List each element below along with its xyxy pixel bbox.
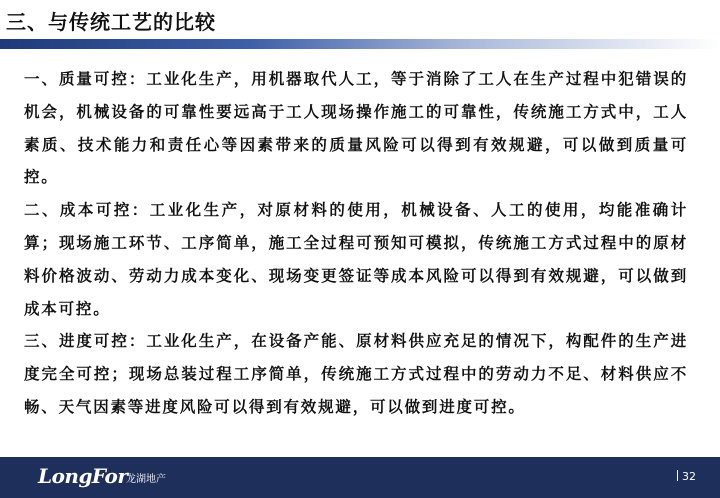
paragraph-quality-control: 一、质量可控：工业化生产，用机器取代人工，等于消除了工人在生产过程中犯错误的机会，机械设备的可靠性要远高于工人现场操作施工的可靠性，传统施工方式中，工人素质、技术能力和责任心等因素带来的质量风险可以得到有效规避，可以做到质量可控。: [24, 70, 688, 187]
title-area: [0, 0, 720, 40]
logo-chinese-name: 龙湖地产: [126, 474, 166, 485]
paragraph-cost-control: 二、成本可控：工业化生产，对原材料的使用，机械设备、人工的使用，均能准确计算；现场施工环节、工序简单，施工全过程可预知可模拟，传统施工方式过程中的原材料价格波动、劳动力成本变化、现场变更签证等成本风险可以得到有效规避，可以做到成本可控。: [24, 201, 688, 318]
paragraph-schedule-control: 三、进度可控：工业化生产，在设备产能、原材料供应充足的情况下，构配件的生产进度完全可控；现场总装过程工序简单，传统施工方式过程中的劳动力不足、材料供应不畅、天气因素等进度风险可以得到有效规避，可以做到进度可控。: [24, 332, 688, 416]
page-number-separator: [677, 470, 678, 481]
content-body: [24, 63, 688, 424]
longfor-logo: [38, 464, 166, 490]
title-divider: [0, 39, 720, 49]
slide-title: 三、与传统工艺的比较: [6, 10, 216, 34]
logo-wordmark: LongFor: [38, 464, 128, 488]
page-number-value: 32: [682, 470, 696, 483]
footer-bar: [0, 457, 720, 498]
page-number: [677, 470, 696, 483]
